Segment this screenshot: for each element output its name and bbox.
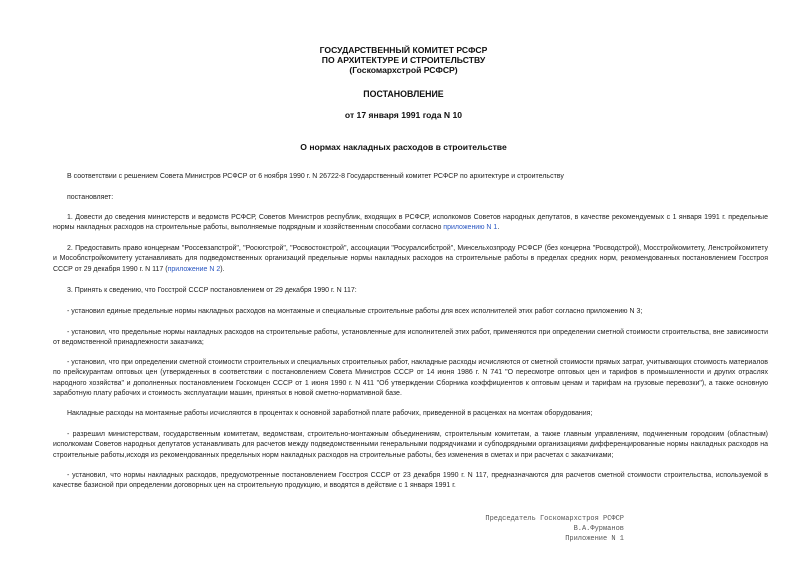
paragraph-1-text: 1. Довести до сведения министерств и ведомств РСФСР, Советов Министров республик, входящих в РСФСР, исполкомов Советов народных депутатов, в качестве рекомендуемых с 1 января 1991 г. предельные нормы накладных расходов на строительные работы, выполняемые подрядным и хозяйственным способами согласно: [53, 214, 768, 232]
signature-name: В.А.Фурманов: [573, 525, 624, 533]
paragraph-4: - установил единые предельные нормы накладных расходов на монтажные и специальные строительные работы для всех исполнителей этих работ согласно приложению N 3;: [67, 308, 643, 315]
paragraph-9: - установил, что нормы накладных расходов, предусмотренные постановлением Госстроя СССР от 23 декабря 1990 г. N 117, предназначаются для расчетов сметной стоимости строительства, используемой в качестве базисной при определении договорных цен на строительную продукцию, и вводятся в действие с 1 января 1991 г.: [53, 472, 768, 490]
appendix-2-link[interactable]: приложение N 2: [167, 265, 221, 273]
paragraph-2-end: ).: [220, 265, 225, 273]
appendix-label: Приложение N 1: [565, 535, 624, 543]
committee-name-line-1: ГОСУДАРСТВЕННЫЙ КОМИТЕТ РСФСР: [319, 45, 488, 55]
committee-abbreviation: (Госкомархстрой РСФСР): [349, 65, 458, 75]
paragraph-7: Накладные расходы на монтажные работы исчисляются в процентах к основной заработной плате рабочих, приведенной в расценках на монтаж оборудования;: [67, 410, 593, 417]
appendix-1-link[interactable]: приложению N 1: [443, 224, 498, 232]
document-date: от 17 января 1991 года N 10: [344, 110, 463, 120]
paragraph-2-text: 2. Предоставить право концернам "Россевзапстрой", "Росюгстрой", "Росвостокстрой", ассоциации "Росуралсибстрой", Минсельхозпроду РСФСР (без концерна "Росводстрой), Мосстройкомитету, Ленстройкомитету и Мособлстройкомитету устанавливать для подведомственных организаций предельные нормы накладных расходов на строительные работы в пределах средних норм, рекомендованных постановлением Госстроя СССР от 29 декабря 1990 г. N 117 (: [53, 245, 768, 273]
document-title: О нормах накладных расходов в строительстве: [300, 142, 507, 152]
paragraph-6: - установил, что при определении сметной стоимости строительных и специальных строительных работ, накладные расходы исчисляются от сметной стоимости прямых затрат, учитывающих стоимость материалов по прейскурантам оптовых цен (утвержденных в соответствии с постановлением Совета Министров СССР от 14 июня 1986 г. N 741 "О пересмотре оптовых цен и тарифов в промышленности и других отраслях народного хозяйства" и дополненных постановлением Госкомцен СССР от 1 июня 1990 г. N 411 "Об утверждении Сборника коэффициентов к оптовым ценам и тарифам на грузовые перевозки"), а также основную заработную плату рабочих и стоимость эксплуатации машин, принятых в новой сметно-нормативной базе.: [53, 359, 768, 398]
paragraph-1-end: .: [497, 224, 500, 232]
paragraph-2: [53, 244, 768, 275]
paragraph-1: [53, 213, 768, 234]
paragraph-3: 3. Принять к сведению, что Госстрой СССР постановлением от 29 декабря 1990 г. N 117:: [67, 287, 357, 294]
resolves-paragraph: постановляет:: [67, 194, 114, 201]
intro-paragraph: В соответствии с решением Совета Министров РСФСР от 6 ноября 1990 г. N 26722-8 Государственный комитет РСФСР по архитектуре и строительству: [67, 173, 564, 180]
paragraph-5: - установил, что предельные нормы накладных расходов на строительные работы, установленные для исполнителей этих работ, применяются при определении сметной стоимости строительства, вне зависимости от ведомственной принадлежности заказчика;: [53, 329, 768, 347]
signature-role: Председатель Госкомархстроя РСФСР: [485, 515, 624, 523]
committee-name-line-2: ПО АРХИТЕКТУРЕ И СТРОИТЕЛЬСТВУ: [321, 55, 486, 65]
paragraph-8: - разрешил министерствам, государственным комитетам, ведомствам, строительно-монтажным объединениям, строительным комитетам, а также главным управлениям, подчиненным городским (областным) исполкомам Советов народных депутатов устанавливать для расчетов между подведомственными генеральными подрядчиками и субподрядными организациями дифференцированные нормы накладных расходов на строительные работы,исходя из рекомендованных предельных норм накладных расходов на строительные работы, без изменения в сметах и при расчетах с заказчиками;: [53, 431, 768, 459]
document-type: ПОСТАНОВЛЕНИЕ: [363, 89, 444, 99]
